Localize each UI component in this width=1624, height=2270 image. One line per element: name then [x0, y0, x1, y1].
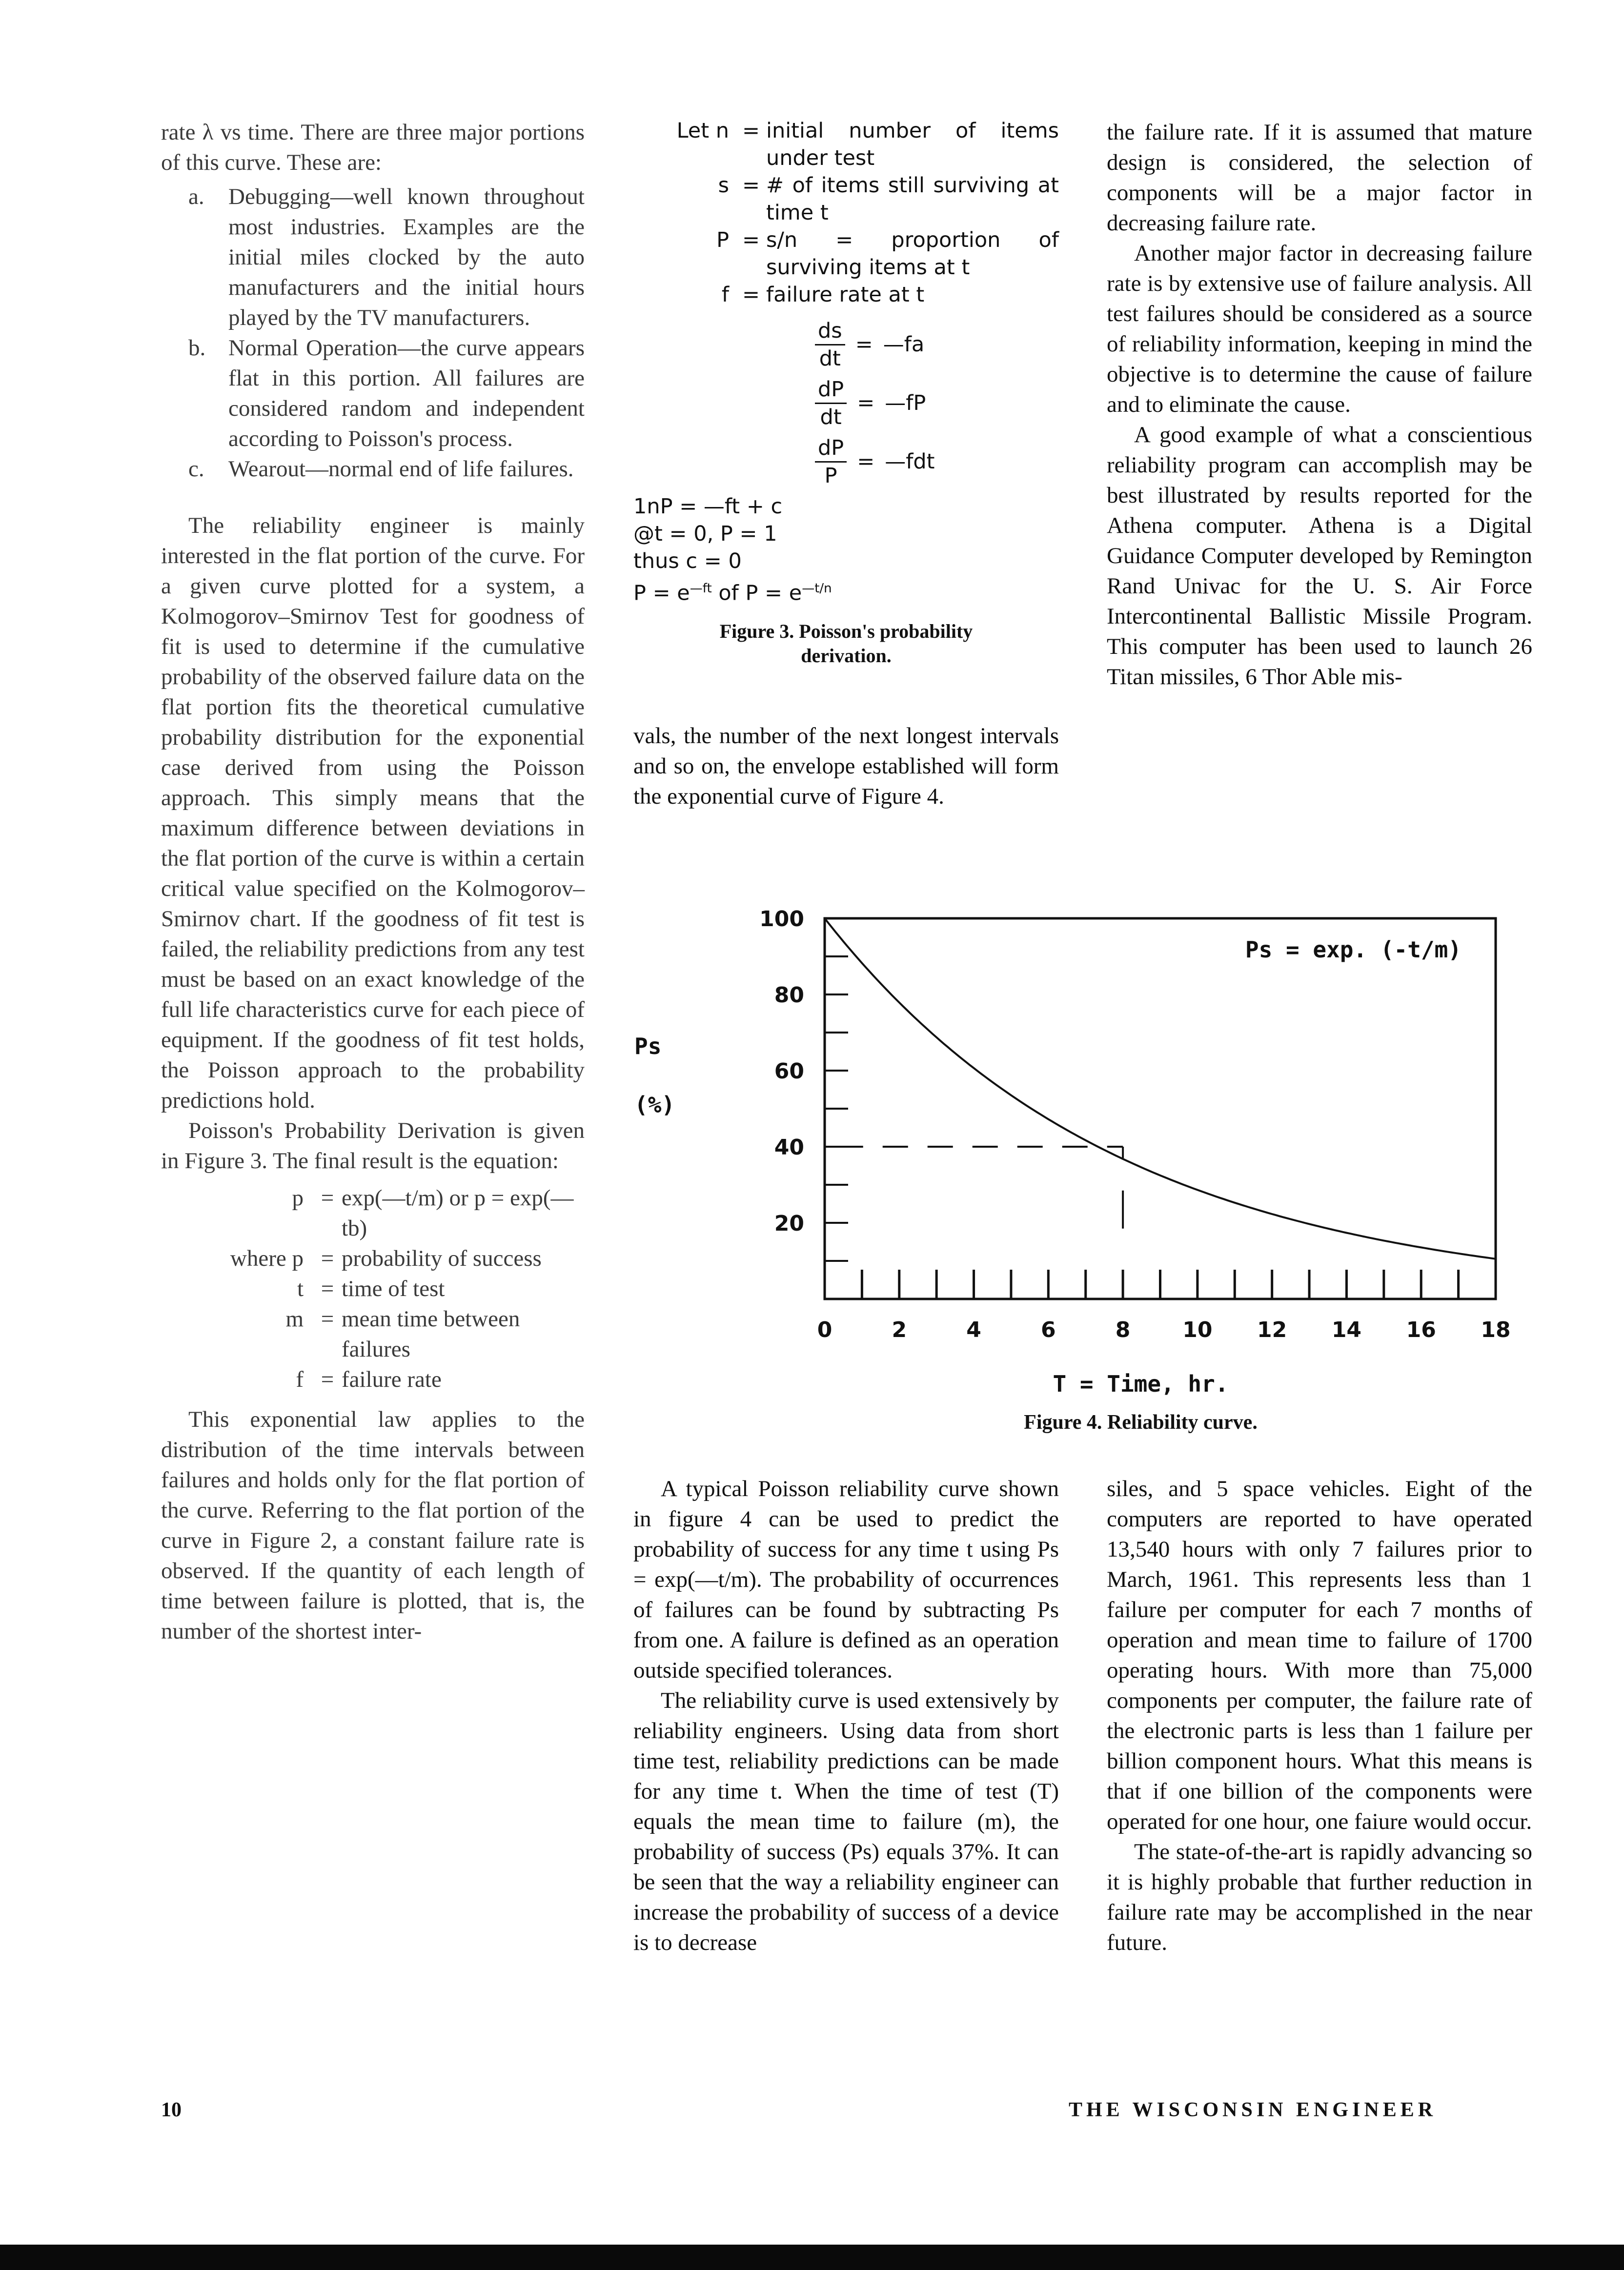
equation-row: p = exp(—t/m) or p = exp(—tb)	[292, 1185, 574, 1241]
y-tick-label: 40	[774, 1135, 804, 1160]
list-item-text: Wearout—normal end of life failures.	[228, 456, 574, 482]
fraction-equation: $\frac{dP}{dt}$ = —fP	[815, 374, 1059, 432]
y-tick-label: 60	[774, 1059, 804, 1084]
equation-row: f = failure rate	[296, 1367, 442, 1392]
column-2-top	[633, 117, 1059, 811]
x-tick-label: 2	[892, 1317, 907, 1342]
x-tick-label: 6	[1041, 1317, 1056, 1342]
column-3-bottom	[1107, 1474, 1532, 1958]
col2-paragraph-2: A typical Poisson reliability curve shown in figure 4 can be used to predict the probability of success for any time t using Ps = exp(—t/m). The probability of occurrences of failures can be found by subtracting Ps from one. A failure is defined as an operation outside specified tolerances.	[633, 1476, 1059, 1683]
col3-paragraph-4: siles, and 5 space vehicles. Eight of the computers are reported to have operated 13,540 hours with only 7 failures prior to March, 1961. This represents less than 1 failure per computer for each 7 months of operation and mean time to failure of 1700 operating hours. With more than 75,000 components per computer, the failure rate of the electronic parts is less than 1 failure per billion component hours. What this means is that if one billion of the components were operated for one hour, one faiure would occur.	[1107, 1476, 1532, 1834]
col1-paragraph-2: Poisson's Probability Derivation is given in Figure 3. The final result is the equation:	[161, 1118, 585, 1174]
y-tick-label: 20	[774, 1211, 804, 1236]
failure-portions-list	[161, 182, 585, 484]
figure-3-derivation	[633, 117, 1059, 308]
y-tick-label: 100	[759, 907, 804, 932]
list-item-text: Normal Operation—the curve appears flat in this portion. All failures are considered random and independent according to Poisson's process.	[228, 335, 585, 451]
derivation-line: 1nP = —ft + c	[633, 494, 783, 519]
scan-edge-bar	[0, 2245, 1624, 2270]
definition-row: Let n = initial number of items under test	[676, 119, 1059, 170]
derivation-line: thus c = 0	[633, 549, 742, 573]
x-tick-label: 0	[817, 1317, 832, 1342]
column-1	[161, 117, 585, 1646]
column-3-top	[1107, 117, 1532, 692]
x-tick-label: 10	[1182, 1317, 1213, 1342]
figure-4	[625, 898, 1552, 1435]
column-2-bottom	[633, 1474, 1059, 1958]
list-item	[161, 182, 585, 333]
x-tick-label: 14	[1331, 1317, 1362, 1342]
definition-row: P = s/n = proportion of surviving items at t	[716, 228, 1059, 280]
fraction-equation: $\frac{dP}{P}$ = —fdt	[815, 432, 1059, 491]
derivation-lines	[633, 493, 1059, 607]
col3-paragraph-1: the failure rate. If it is assumed that mature design is considered, the selection of components will be a major factor in decreasing failure rate.	[1107, 120, 1532, 236]
journal-title: THE WISCONSIN ENGINEER	[1069, 2099, 1437, 2121]
derivation-line: $P = e^{—ft}$ of $P = e^{—t/n}$	[633, 581, 832, 606]
col3-paragraph-3: A good example of what a conscientious reliability program can accomplish may be best illustrated by results reported for the Athena computer. Athena is a Digital Guidance Computer developed by Remington Rand Univac for the U. S. Air Force Intercontinental Ballistic Missile Program. This computer has been used to launch 26 Titan missiles, 6 Thor Able mis-	[1107, 422, 1532, 689]
col2-paragraph-3: The reliability curve is used extensively by reliability engineers. Using data from short time test, reliability predictions can be made for any time t. When the time of test (T) equals the mean time to failure (m), the probability of success (Ps) equals 37%. It can be seen that the way a reliability engineer can increase the probability of success of a device is to decrease	[633, 1688, 1059, 1955]
list-item-text: Debugging—well known throughout most industries. Examples are the initial miles clocked by the auto manufacturers and the initial hours played by the TV manufacturers.	[228, 184, 585, 330]
result-equations	[161, 1183, 585, 1395]
definition-row: s = # of items still surviving at time t	[718, 173, 1059, 225]
x-tick-label: 18	[1481, 1317, 1511, 1342]
col3-paragraph-2: Another major factor in decreasing failure rate is by extensive use of failure analysis. All test failures should be considered as a source of reliability information, keeping in mind the objective is to determine the cause of failure and to eliminate the cause.	[1107, 241, 1532, 417]
equation-row: where p = probability of success	[230, 1246, 542, 1271]
list-item-label: b.	[188, 335, 206, 361]
x-tick-label: 16	[1406, 1317, 1436, 1342]
reliability-chart	[625, 898, 1552, 1435]
x-axis-label: T = Time, hr.	[1053, 1371, 1229, 1397]
y-axis-unit-label: (%)	[634, 1092, 675, 1118]
x-tick-label: 12	[1257, 1317, 1287, 1342]
list-item-label: a.	[188, 184, 204, 209]
page-number: 10	[161, 2099, 182, 2121]
figure-4-caption: Figure 4. Reliability curve.	[1024, 1411, 1258, 1434]
definition-row: f = failure rate at t	[721, 283, 925, 307]
series-line-ps	[825, 918, 1496, 1259]
equation-row: t = time of test	[297, 1276, 445, 1301]
col2-paragraph-1: vals, the number of the next longest intervals and so on, the envelope established will form the exponential curve of Figure 4.	[633, 723, 1059, 810]
y-tick-label: 80	[774, 983, 804, 1008]
figure-3-caption: Figure 3. Poisson's probability derivation.	[719, 620, 973, 667]
x-tick-label: 8	[1115, 1317, 1131, 1342]
col3-paragraph-5: The state-of-the-art is rapidly advancing so it is highly probable that further reduction in failure rate may be accomplished in the near future.	[1107, 1839, 1532, 1955]
fraction-equation: $\frac{ds}{dt}$ = —fa	[815, 315, 1059, 374]
equation-row: m = mean time between failures	[285, 1306, 520, 1362]
fraction-equations	[633, 315, 1059, 491]
col1-intro: rate λ vs time. There are three major portions of this curve. These are:	[161, 120, 585, 175]
chart-title: Ps = exp. (-t/m)	[1245, 936, 1462, 963]
list-item-label: c.	[188, 456, 204, 482]
derivation-line: @t = 0, P = 1	[633, 522, 777, 546]
x-tick-label: 4	[966, 1317, 981, 1342]
y-axis-label: Ps	[634, 1033, 662, 1059]
col1-paragraph-3: This exponential law applies to the distribution of the time intervals between failures and holds only for the flat portion of the curve. Referring to the flat portion of the curve in Figure 2, a constant failure rate is observed. If the quantity of each length of time between failure is plotted, that is, the number of the shortest inter-	[161, 1407, 585, 1644]
col1-paragraph-1: The reliability engineer is mainly interested in the flat portion of the curve. For a given curve plotted for a system, a Kolmogorov–Smirnov Test for goodness of fit is used to determine if the cumulative probability of the observed failure data on the flat portion fits the theoretical cumulative probability distribution for the exponential case derived from using the Poisson approach. This simply means that the maximum difference between deviations in the flat portion of the curve is within a certain critical value specified on the Kolmogorov–Smirnov chart. If the goodness of fit test is failed, the reliability predictions from any test must be based on an exact knowledge of the full life characteristics curve for each piece of equipment. If the goodness of fit test holds, the Poisson approach to the probability predictions hold.	[161, 513, 585, 1113]
list-item	[161, 454, 585, 484]
list-item	[161, 333, 585, 454]
